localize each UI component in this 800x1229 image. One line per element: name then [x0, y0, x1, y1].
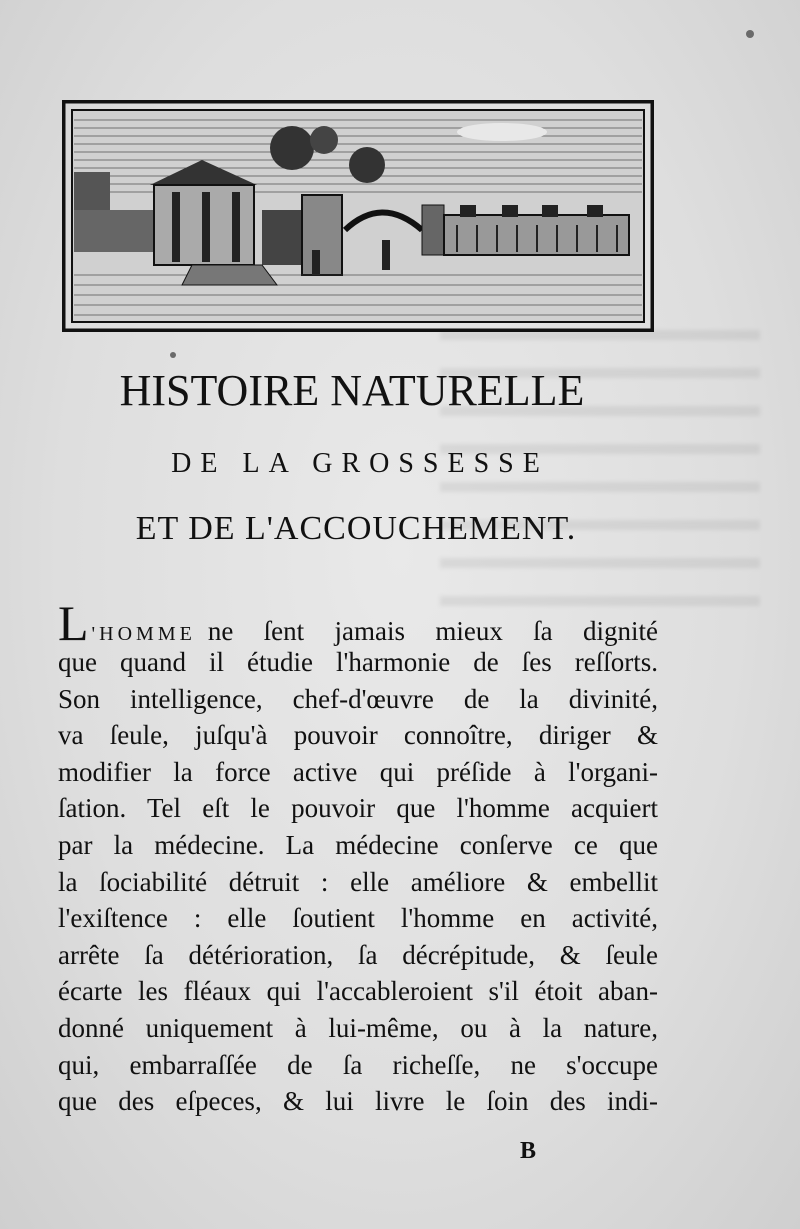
- text-line: donné uniquement à lui-même, ou à la nature,: [58, 1012, 658, 1043]
- text-line: Son intelligence, chef-d'œuvre de la divinité,: [58, 683, 658, 714]
- signature-mark: B: [520, 1138, 537, 1164]
- text-line: que des eſpeces, & lui livre le ſoin des indi-: [58, 1086, 658, 1117]
- text-line: par la médecine. La médecine conſerve ce que: [58, 829, 658, 860]
- text-line: l'exiſtence : elle ſoutient l'homme en activité,: [58, 903, 658, 934]
- text-line: que quand il étudie l'harmonie de ſes reſſorts.: [58, 647, 658, 677]
- first-line-rest: ne ſent jamais mieux ſa dignité: [207, 616, 658, 646]
- main-paragraph: [58, 595, 658, 1120]
- text-line: modifier la force active qui préſide à l'organi-: [58, 756, 658, 787]
- title-line-1: HISTOIRE NATURELLE: [119, 366, 585, 415]
- text-line: va ſeule, juſqu'à pouvoir connoître, diriger &: [58, 720, 658, 751]
- text-line: la ſociabilité détruit : elle améliore & embellit: [58, 866, 658, 897]
- engraved-vignette: [62, 100, 654, 332]
- ink-spot: [746, 30, 754, 38]
- drop-cap: L: [58, 595, 89, 651]
- first-word: 'HOMME: [91, 623, 196, 645]
- text-line: qui, embarraſſée de ſa richeſſe, ne s'occupe: [58, 1049, 658, 1080]
- ink-spot: [170, 352, 176, 358]
- title-line-3: ET DE L'ACCOUCHEMENT.: [135, 510, 577, 547]
- text-line: écarte les fléaux qui l'accableroient s'il étoit aban-: [58, 976, 658, 1007]
- landscape-engraving: [62, 100, 654, 332]
- text-line: ſation. Tel eſt le pouvoir que l'homme acquiert: [58, 793, 658, 824]
- title-line-2: DE LA GROSSESSE: [171, 448, 549, 479]
- first-line: [58, 595, 658, 651]
- text-line: arrête ſa détérioration, ſa décrépitude, & ſeule: [58, 939, 658, 970]
